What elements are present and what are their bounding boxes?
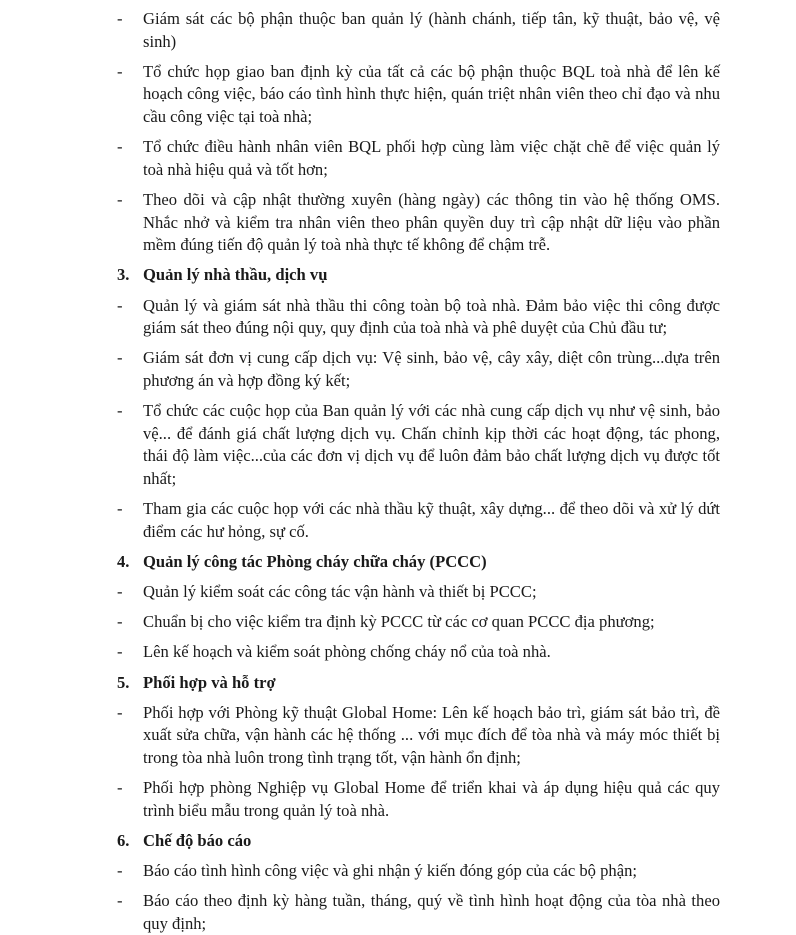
bullet-dash: - xyxy=(117,189,123,209)
section-heading-6 xyxy=(0,830,796,853)
list-item xyxy=(0,702,796,770)
list-item xyxy=(0,860,796,883)
list-item xyxy=(0,581,796,604)
list-item-text: Tổ chức họp giao ban định kỳ của tất cả các bộ phận thuộc BQL toà nhà để lên kế hoạch công việc, báo cáo tình hình thực hiện, quán triệt nhân viên theo chỉ đạo và nhu cầu công việc tại toà nhà; xyxy=(143,61,720,126)
bullet-dash: - xyxy=(117,891,123,911)
section-heading-3 xyxy=(0,264,796,287)
section-number: 3. xyxy=(117,265,130,285)
list-item-text: Giám sát các bộ phận thuộc ban quản lý (hành chánh, tiếp tân, kỹ thuật, bảo vệ, vệ sinh) xyxy=(143,9,720,51)
list-item xyxy=(0,8,796,53)
list-item-text: Báo cáo theo định kỳ hàng tuần, tháng, quý về tình hình hoạt động của tòa nhà theo quy định; xyxy=(143,891,720,933)
section-heading-4 xyxy=(0,551,796,574)
bullet-dash: - xyxy=(117,61,123,81)
bullet-dash: - xyxy=(117,702,123,722)
bullet-dash: - xyxy=(117,499,123,519)
section-title: Quản lý nhà thầu, dịch vụ xyxy=(143,265,328,285)
list-item xyxy=(0,611,796,634)
bullet-dash: - xyxy=(117,778,123,798)
section-heading-5 xyxy=(0,672,796,695)
bullet-dash: - xyxy=(117,348,123,368)
list-item xyxy=(0,400,796,490)
list-item-text: Phối hợp phòng Nghiệp vụ Global Home để triển khai và áp dụng hiệu quả các quy trình biểu mẫu trong quản lý toà nhà. xyxy=(143,778,720,820)
list-item-text: Tổ chức các cuộc họp của Ban quản lý với các nhà cung cấp dịch vụ như vệ sinh, bảo vệ... để đánh giá chất lượng dịch vụ. Chấn chỉnh kịp thời các hoạt động, tác phong, thái độ làm việc...của các đơn vị dịch vụ để luôn đảm bảo chất lượng dịch vụ được tốt nhất; xyxy=(143,401,720,488)
list-item-text: Giám sát đơn vị cung cấp dịch vụ: Vệ sinh, bảo vệ, cây xây, diệt côn trùng...dựa trên phương án và hợp đồng ký kết; xyxy=(143,348,720,390)
list-item-text: Chuẩn bị cho việc kiểm tra định kỳ PCCC từ các cơ quan PCCC địa phương; xyxy=(143,612,655,632)
bullet-dash: - xyxy=(117,137,123,157)
bullet-dash: - xyxy=(117,582,123,601)
list-item-text: Báo cáo tình hình công việc và ghi nhận ý kiến đóng góp của các bộ phận; xyxy=(143,861,637,881)
list-item-text: Phối hợp với Phòng kỹ thuật Global Home: Lên kế hoạch bảo trì, giám sát bảo trì, đề xuất sửa chữa, vận hành các hệ thống ... với mục đích để tòa nhà và máy móc thiết bị trong tòa nhà luôn trong tình trạng tốt, vận hành ổn định; xyxy=(143,702,720,767)
bullet-dash: - xyxy=(117,295,123,315)
bullet-dash: - xyxy=(117,861,123,881)
list-item xyxy=(0,777,796,822)
list-item xyxy=(0,347,796,392)
bullet-dash: - xyxy=(117,9,123,28)
bullet-dash: - xyxy=(117,612,123,632)
list-item xyxy=(0,295,796,340)
list-item-text: Quản lý kiểm soát các công tác vận hành và thiết bị PCCC; xyxy=(143,582,537,601)
list-item xyxy=(0,890,796,935)
section-number: 5. xyxy=(117,672,130,692)
list-item-text: Tham gia các cuộc họp với các nhà thầu kỹ thuật, xây dựng... để theo dõi và xử lý dứt điểm các hư hỏng, sự cố. xyxy=(143,499,720,541)
bullet-dash: - xyxy=(117,401,123,421)
list-item-text: Tổ chức điều hành nhân viên BQL phối hợp cùng làm việc chặt chẽ để việc quản lý toà nhà hiệu quả và tốt hơn; xyxy=(143,137,720,179)
list-item xyxy=(0,189,796,257)
section-title: Quản lý công tác Phòng cháy chữa cháy (PCCC) xyxy=(143,551,487,571)
section-number: 4. xyxy=(117,551,130,571)
bullet-dash: - xyxy=(117,642,123,662)
list-item-text: Quản lý và giám sát nhà thầu thi công toàn bộ toà nhà. Đảm bảo việc thi công được giám sát theo đúng nội quy, quy định của toà nhà và phê duyệt của Chủ đầu tư; xyxy=(143,295,720,338)
list-item-text: Theo dõi và cập nhật thường xuyên (hàng ngày) các thông tin vào hệ thống OMS. Nhắc nhở và kiểm tra nhân viên theo phân quyền duy trì cập nhật dữ liệu vào phần mềm đúng tiến độ quản lý toà nhà thực tế không để chậm trễ. xyxy=(143,189,720,255)
list-item xyxy=(0,641,796,664)
list-item xyxy=(0,498,796,543)
list-item-text: Lên kế hoạch và kiểm soát phòng chống cháy nổ của toà nhà. xyxy=(143,642,551,662)
list-item xyxy=(0,136,796,181)
list-item xyxy=(0,61,796,129)
section-title: Chế độ báo cáo xyxy=(143,830,252,850)
section-number: 6. xyxy=(117,830,130,850)
section-title: Phối hợp và hỗ trợ xyxy=(143,672,276,692)
